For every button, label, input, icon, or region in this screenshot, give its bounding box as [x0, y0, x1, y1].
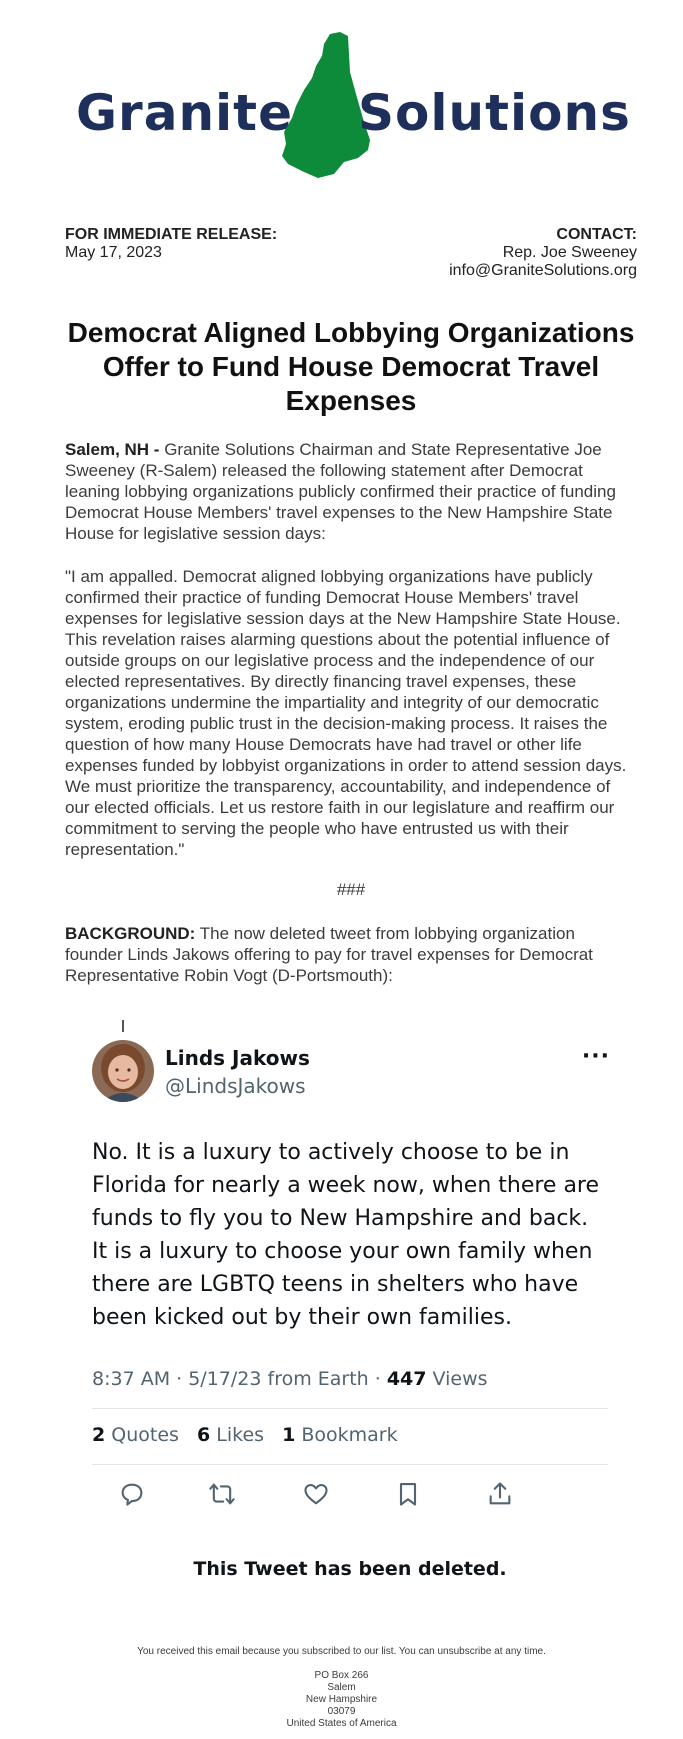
tweet-stats [92, 1424, 410, 1446]
tweet-actions [90, 1480, 610, 1510]
tweet-body: No. It is a luxury to actively choose to be in Florida for nearly a week now, when there are funds to fly you to New Hampshire and back. It is a luxury to choose your own family when there are LGBTQ teens in shelters who have been kicked out by their own families. [92, 1140, 600, 1330]
bookmarks-stat[interactable] [282, 1424, 398, 1446]
bookmarks-count: 1 [282, 1424, 296, 1446]
subscription-note: You received this email because you subscribed to our list. You can unsubscribe at any time. [137, 1646, 546, 1657]
background-text: The now deleted tweet from lobbying organization founder Linds Jakows offering to pay for travel expenses for Democrat Representative Robin Vogt (D-Portsmouth): [65, 924, 593, 985]
likes-stat[interactable] [197, 1424, 264, 1446]
address-line: New Hampshire [305, 1694, 378, 1705]
background-paragraph [65, 923, 637, 986]
section-separator: ### [336, 880, 366, 899]
thread-line [122, 1020, 124, 1032]
divider [92, 1408, 608, 1409]
likes-label: Likes [210, 1424, 265, 1446]
avatar[interactable] [92, 1040, 154, 1102]
logo-word-solutions: Solutions [358, 84, 631, 142]
address-line: Salem [327, 1682, 356, 1693]
bookmarks-label: Bookmark [295, 1424, 398, 1446]
contact-label: CONTACT: [556, 226, 637, 243]
address-line: United States of America [286, 1718, 397, 1729]
share-icon[interactable] [486, 1480, 514, 1508]
like-icon[interactable] [302, 1480, 330, 1508]
release-info [65, 226, 277, 262]
tweet-handle[interactable]: @LindsJakows [165, 1074, 306, 1098]
release-label: FOR IMMEDIATE RELEASE: [65, 226, 278, 243]
divider [92, 1464, 608, 1465]
tweet-timestamp [92, 1368, 488, 1390]
quotes-label: Quotes [105, 1424, 179, 1446]
quotes-count: 2 [92, 1424, 106, 1446]
tweet-views-label: Views [426, 1368, 488, 1390]
tweet-author[interactable]: Linds Jakows [165, 1046, 310, 1070]
avatar-portrait-icon [92, 1040, 154, 1102]
likes-count: 6 [196, 1424, 211, 1446]
bookmark-icon[interactable] [394, 1480, 422, 1508]
tweet-views-count: 447 [386, 1368, 427, 1390]
quote-paragraph: "I am appalled. Democrat aligned lobbying organizations have publicly confirmed their practice of funding Democrat House Members' travel expenses for legislative session days at the New Hampshire State House. This revelation raises alarming questions about the potential influence of outside groups on our legislative process and the independence of our elected representatives. By directly financing travel expenses, these organizations undermine the impartiality and integrity of our democratic system, eroding public trust in the decision-making process. It raises the question of how many House Democrats have had travel or other life expenses funded by lobbyist organizations in order to attend session days. We must prioritize the transparency, accountability, and independence of our elected officials. Let us restore faith in our legislature and reaffirm our commitment to serving the people who have entrusted us with their representation." [65, 567, 627, 859]
contact-name: Rep. Joe Sweeney [502, 244, 637, 261]
tweet-deleted-notice: This Tweet has been deleted. [193, 1558, 507, 1580]
intro-paragraph [65, 439, 637, 544]
logo-word-granite: Granite [76, 84, 293, 142]
address-line: 03079 [327, 1706, 356, 1717]
tweet-card [90, 1018, 610, 1598]
dateline: Salem, NH - [65, 440, 160, 459]
reply-icon[interactable] [118, 1480, 146, 1508]
brand-logo [0, 24, 683, 174]
contact-email[interactable]: info@GraniteSolutions.org [449, 262, 637, 279]
address-line: PO Box 266 [314, 1670, 369, 1681]
background-label: BACKGROUND: [65, 924, 196, 943]
headline: Democrat Aligned Lobbying Organizations Offer to Fund House Democrat Travel Expenses [67, 317, 635, 416]
contact-info [449, 226, 637, 280]
release-date: May 17, 2023 [65, 244, 162, 261]
more-options-icon[interactable]: ··· [581, 1044, 610, 1069]
quotes-stat[interactable] [92, 1424, 179, 1446]
intro-text: Granite Solutions Chairman and State Representative Joe Sweeney (R-Salem) released the following statement after Democrat leaning lobbying organizations publicly confirmed their practice of funding Democrat House Members' travel expenses to the New Hampshire State House for legislative session days: [65, 440, 616, 543]
mailing-address [0, 1670, 683, 1730]
tweet-time-text: 8:37 AM · 5/17/23 from Earth · [92, 1368, 387, 1390]
retweet-icon[interactable] [208, 1480, 236, 1508]
